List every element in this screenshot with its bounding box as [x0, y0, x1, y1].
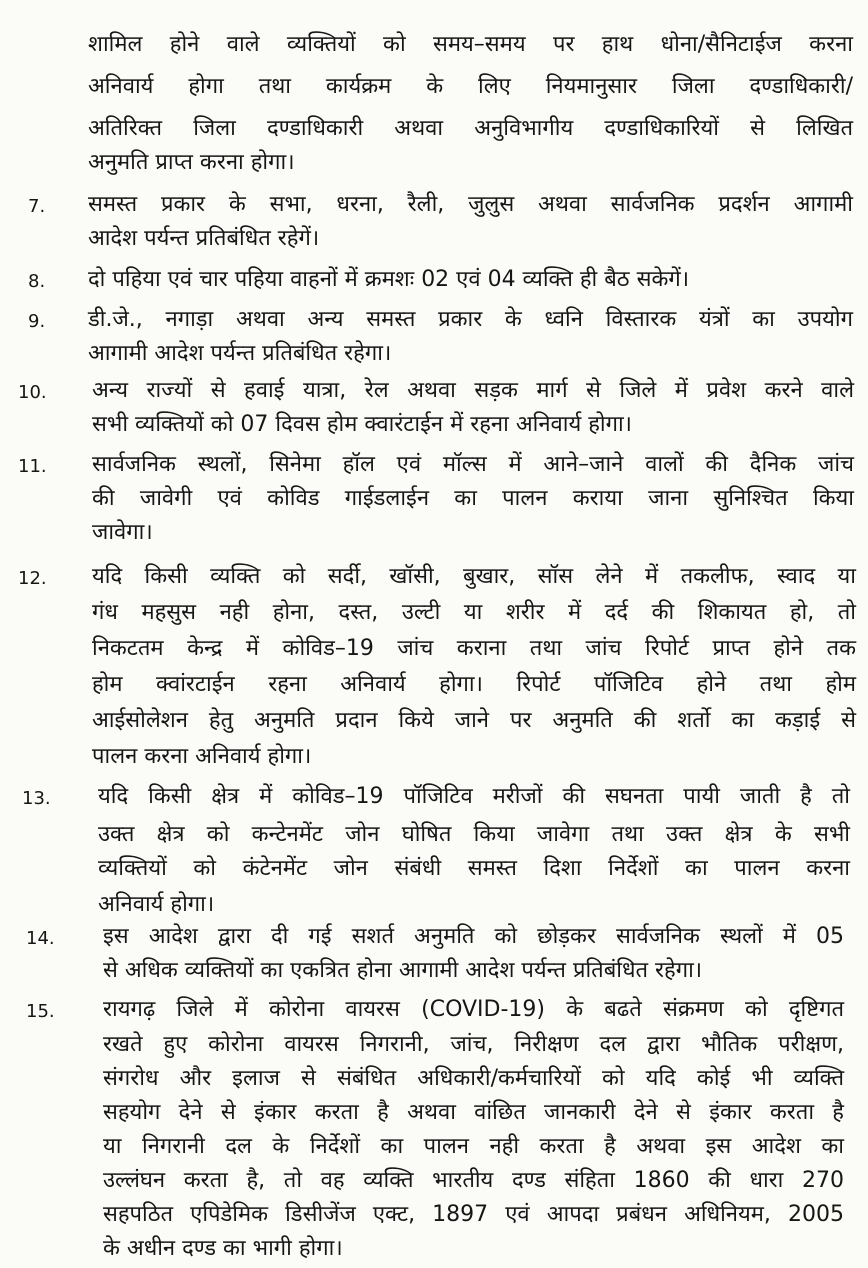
clause-text-line: संगरोध और इलाज से संबंधित अधिकारी/कर्मचारियों को यदि कोई भी व्यक्ति [103, 1066, 844, 1091]
clause-text-line: अनुमति प्राप्त करना होगा। [88, 150, 295, 175]
clause-text-line: की जावेगी एवं कोविड गाईडलाईन का पालन कराया जाना सुनिश्चित किया [92, 486, 854, 511]
clause-text-line: अन्य राज्यों से हवाई यात्रा, रेल अथवा सड़क मार्ग से जिले में प्रवेश करने वाले [92, 378, 854, 403]
clause-text-line: अतिरिक्त जिला दण्डाधिकारी अथवा अनुविभागीय दण्डाधिकारियों से लिखित [88, 116, 853, 141]
clause-text-line: शामिल होने वाले व्यक्तियों को समय–समय पर हाथ धोना/सैनिटाईज करना [88, 32, 853, 57]
clause-number: 13. [22, 788, 51, 809]
clause-number: 12. [18, 568, 47, 589]
clause-text-line: पालन करना अनिवार्य होगा। [92, 744, 312, 769]
clause-text-line: से अधिक व्यक्तियों का एकत्रित होना आगामी आदेश पर्यन्त प्रतिबंधित रहेगा। [103, 958, 703, 983]
clause-text-line: इस आदेश द्वारा दी गई सशर्त अनुमति को छोड़कर सार्वजनिक स्थलों में 05 [103, 924, 844, 949]
clause-text-line: होम क्वांरटाईन रहना अनिवार्य होगा। रिपोर्ट पॉजिटिव होने तथा होम [92, 672, 856, 697]
clause-text-line: यदि किसी क्षेत्र में कोविड–19 पॉजिटिव मरीजों की सघनता पायी जाती है तो [98, 784, 850, 809]
clause-text-line: सहपठित एपिडेमिक डिसीजेंज एक्ट, 1897 एवं आपदा प्रबंधन अधिनियम, 2005 [103, 1202, 844, 1227]
clause-text-line: अनिवार्य होगा। [98, 892, 215, 917]
clause-number: 15. [26, 1001, 55, 1022]
clause-text-line: समस्त प्रकार के सभा, धरना, रैली, जुलुस अथवा सार्वजनिक प्रदर्शन आगामी [88, 192, 853, 217]
clause-text-line: आगामी आदेश पर्यन्त प्रतिबंधित रहेगा। [88, 341, 392, 366]
clause-text-line: गंध महसुस नही होना, दस्त, उल्टी या शरीर में दर्द की शिकायत हो, तो [92, 600, 856, 625]
clause-text-line: सार्वजनिक स्थलों, सिनेमा हॉल एवं मॉल्स में आने–जाने वालों की दैनिक जांच [92, 452, 854, 477]
clause-number: 8. [28, 271, 46, 292]
clause-text-line: रखते हुए कोरोना वायरस निगरानी, जांच, निरीक्षण दल द्वारा भौतिक परीक्षण, [103, 1032, 844, 1057]
clause-number: 10. [18, 382, 47, 403]
clause-text-line: सभी व्यक्तियों को 07 दिवस होम क्वारंटाईन में रहना अनिवार्य होगा। [92, 412, 633, 437]
clause-text-line: डी.जे., नगाड़ा अथवा अन्य समस्त प्रकार के ध्वनि विस्तारक यंत्रों का उपयोग [88, 307, 853, 332]
clause-text-line: उक्त क्षेत्र को कन्टेनमेंट जोन घोषित किया जावेगा तथा उक्त क्षेत्र के सभी [98, 822, 850, 847]
clause-text-line: यदि किसी व्यक्ति को सर्दी, खॉसी, बुखार, सॉस लेने में तकलीफ, स्वाद या [92, 564, 856, 589]
clause-number: 14. [26, 928, 55, 949]
clause-text-line: जावेगा। [92, 520, 153, 545]
clause-number: 9. [28, 311, 46, 332]
clause-text-line: रायगढ़ जिले में कोरोना वायरस (COVID-19) के बढते संक्रमण को दृष्टिगत [103, 997, 844, 1022]
clause-text-line: के अधीन दण्ड का भागी होगा। [103, 1236, 343, 1261]
clause-number: 7. [28, 196, 46, 217]
clause-text-line: व्यक्तियों को कंटेनमेंट जोन संबंधी समस्त दिशा निर्देशों का पालन करना [98, 856, 850, 881]
clause-text-line: या निगरानी दल के निर्देशों का पालन नही करता है अथवा इस आदेश का [103, 1134, 844, 1159]
clause-text-line: आईसोलेशन हेतु अनुमति प्रदान किये जाने पर अनुमति की शर्तो का कड़ाई से [92, 708, 856, 733]
clause-text-line: उल्लंघन करता है, तो वह व्यक्ति भारतीय दण्ड संहिता 1860 की धारा 270 [103, 1168, 844, 1193]
clause-text-line: निकटतम केन्द्र में कोविड–19 जांच कराना तथा जांच रिपोर्ट प्राप्त होने तक [92, 636, 856, 661]
clause-text-line: आदेश पर्यन्त प्रतिबंधित रहेगें। [88, 226, 320, 251]
clause-text-line: दो पहिया एवं चार पहिया वाहनों में क्रमशः 02 एवं 04 व्यक्ति ही बैठ सकेगें। [88, 267, 690, 292]
clause-text-line: अनिवार्य होगा तथा कार्यक्रम के लिए नियमानुसार जिला दण्डाधिकारी/ [88, 74, 853, 99]
clause-text-line: सहयोग देने से इंकार करता है अथवा वांछित जानकारी देने से इंकार करता है [103, 1100, 844, 1125]
clause-number: 11. [18, 456, 47, 477]
